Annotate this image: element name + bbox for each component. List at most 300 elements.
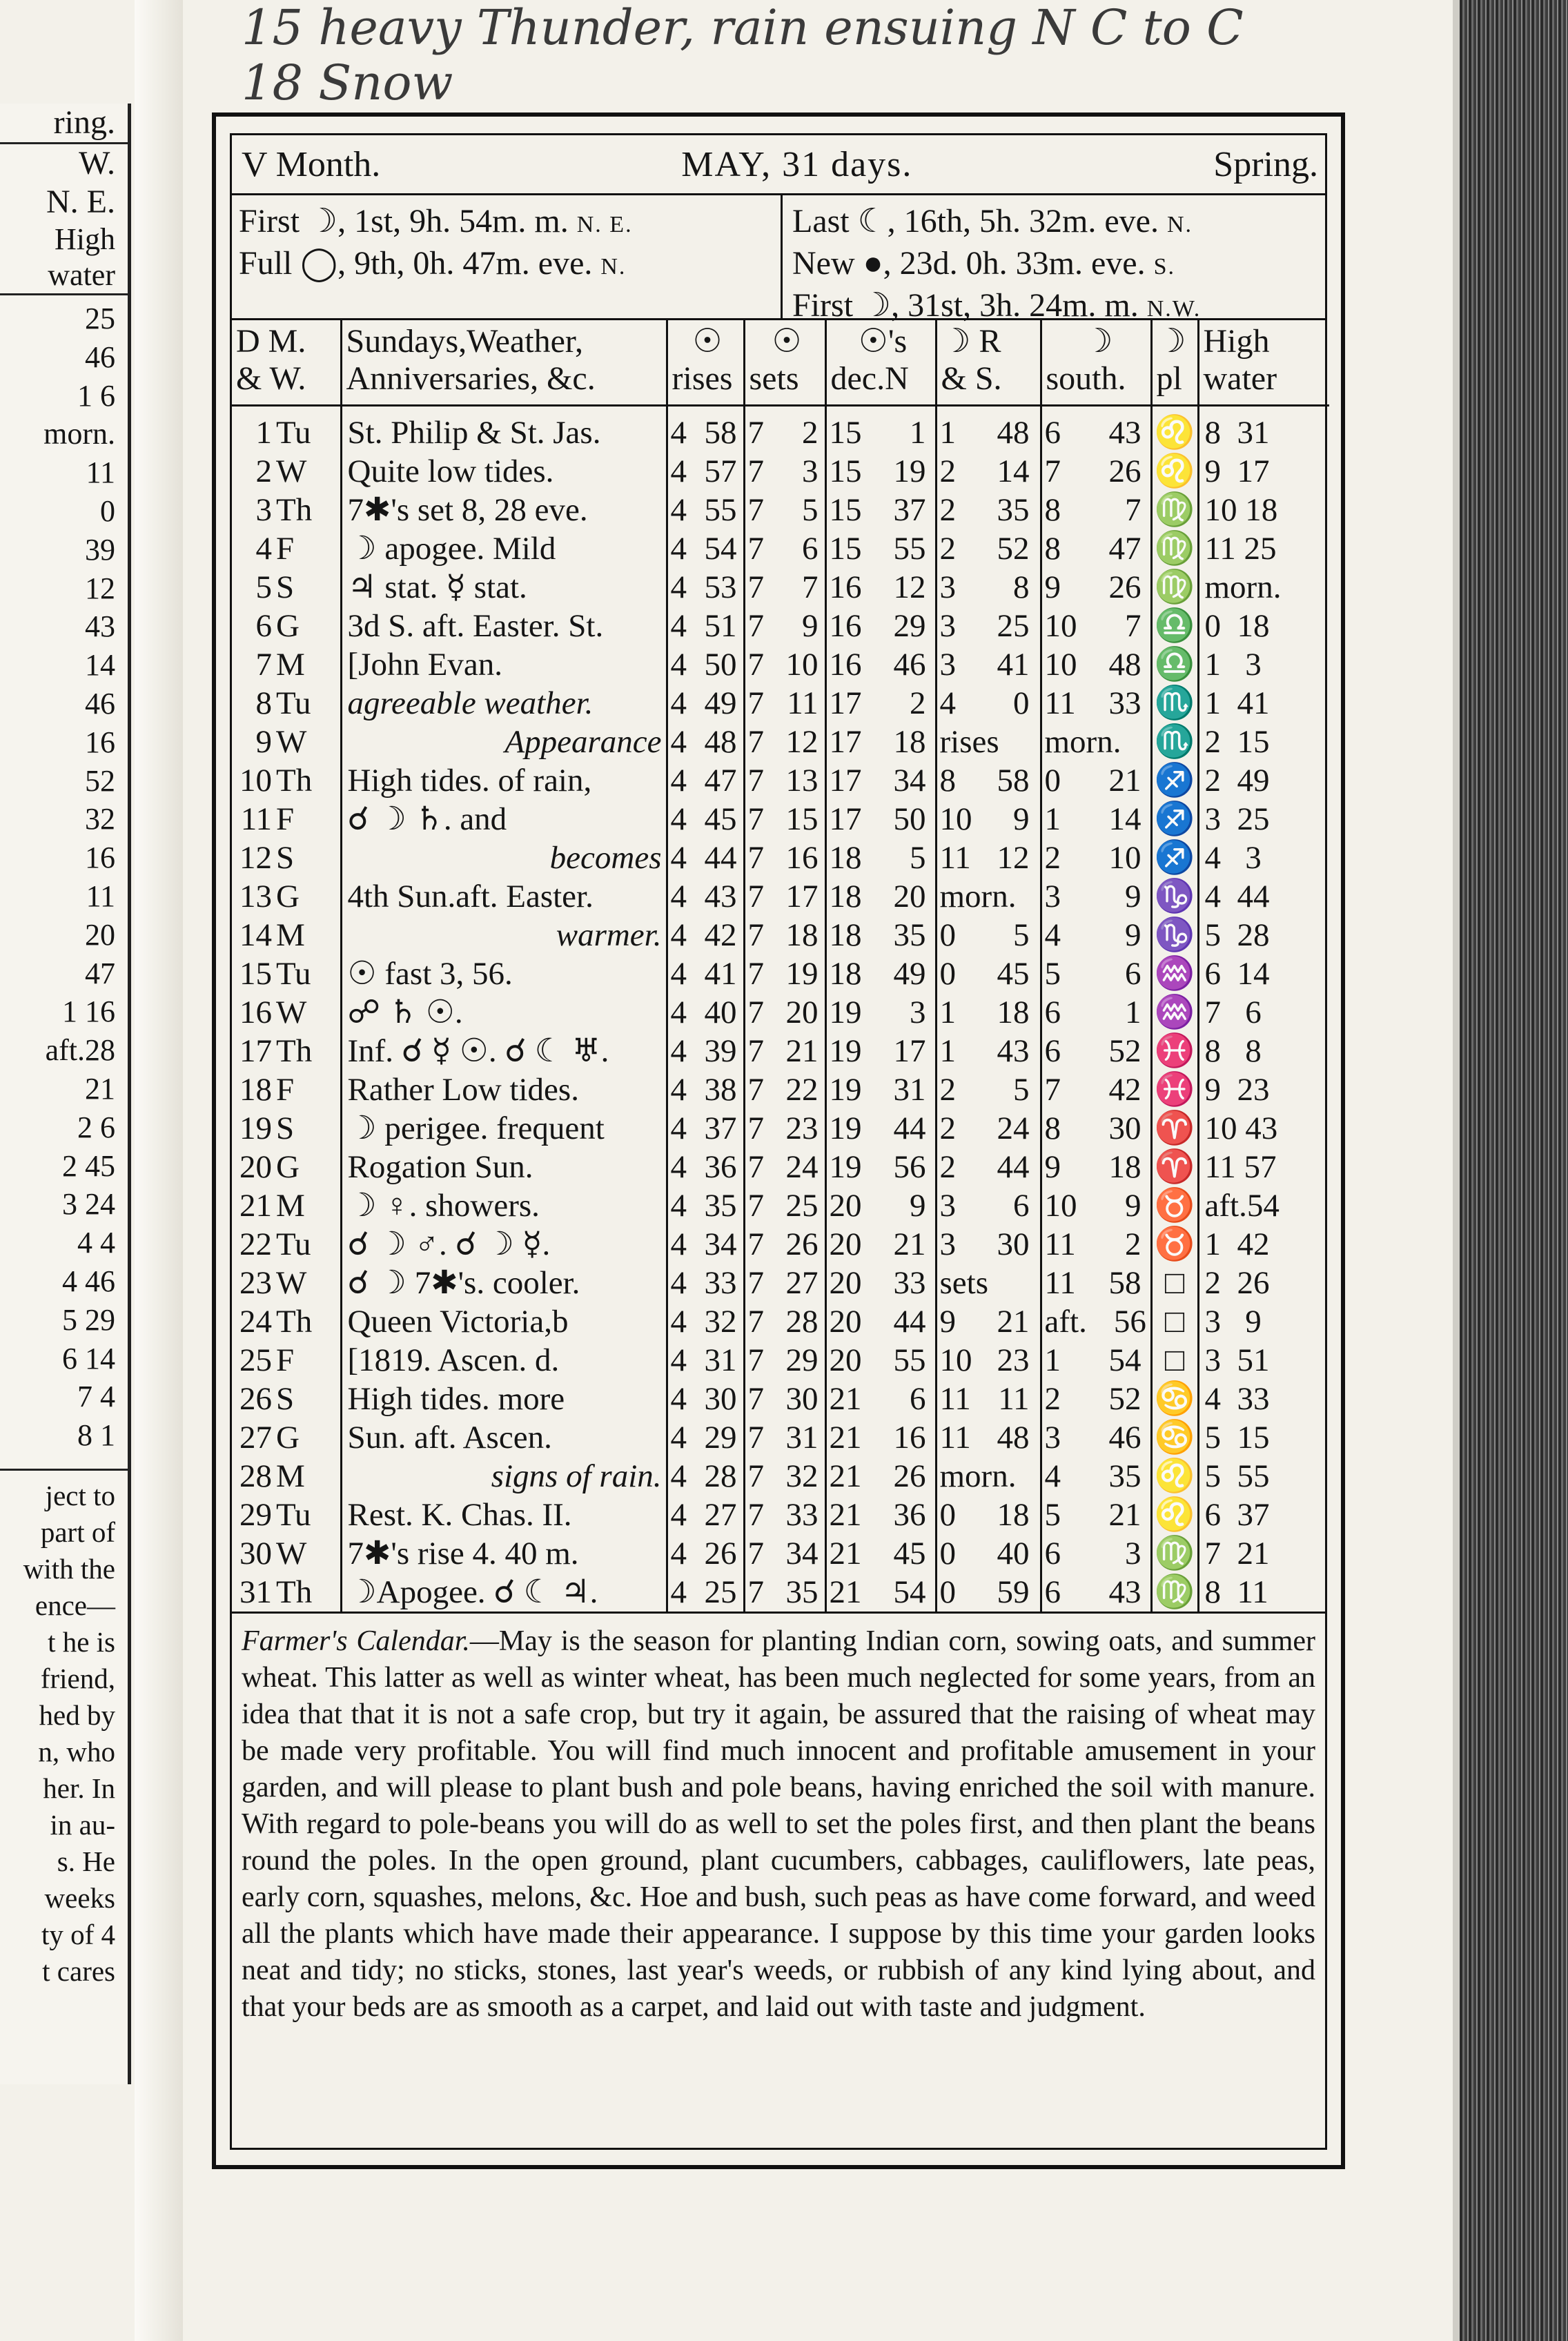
table-row [232, 1186, 1329, 1225]
moon-rise-set-cell: 3 6 [936, 1186, 1041, 1225]
high-water-cell: 5 15 [1204, 1420, 1270, 1456]
sun-sets-cell: 7 2 [744, 406, 825, 453]
declination-cell: 20 44 [825, 1302, 936, 1341]
moon-rise-set-cell: rises [936, 723, 1041, 761]
event-cell: High tides. more [341, 1380, 667, 1418]
declination-cell: 18 35 [825, 916, 936, 954]
high-water-cell: 7 21 [1204, 1536, 1270, 1571]
handwritten-annotation [242, 0, 1456, 110]
moon-rise-set-cell: 1 48 [936, 406, 1041, 453]
moon-south-cell: 8 7 [1041, 491, 1151, 529]
col-head-high-water: High water [1198, 320, 1329, 406]
sun-rises-cell: 4 49 [667, 684, 744, 723]
event-cell: warmer. [341, 916, 667, 954]
high-water-cell: 5 55 [1204, 1458, 1270, 1494]
day-cell: 10 Th [232, 761, 341, 800]
table-row [232, 761, 1329, 800]
sun-rises-cell: 4 58 [667, 406, 744, 453]
moon-south-cell: 1 54 [1041, 1341, 1151, 1380]
declination-cell: 20 55 [825, 1341, 936, 1380]
facing-text-line: ty of 4 [41, 1918, 115, 1950]
moon-rise-set-cell: sets [936, 1264, 1041, 1302]
almanac-page-frame [212, 112, 1345, 2169]
moon-south-cell: 7 42 [1041, 1070, 1151, 1109]
sun-sets-cell: 7 9 [744, 607, 825, 645]
sun-sets-cell: 7 13 [744, 761, 825, 800]
facing-text-line: t cares [42, 1955, 115, 1987]
high-water-cell: 10 18 [1204, 492, 1278, 528]
sun-sets-cell: 7 35 [744, 1573, 825, 1612]
moon-place-cell: ♐ [1151, 761, 1198, 800]
moon-rise-set-cell: 0 45 [936, 954, 1041, 993]
table-row [232, 491, 1329, 529]
event-cell: Appearance [341, 723, 667, 761]
facing-high-water-value: morn. [43, 417, 115, 451]
table-row [232, 607, 1329, 645]
sun-sets-cell: 7 30 [744, 1380, 825, 1418]
facing-high-water-value: 32 [85, 802, 115, 836]
moon-rise-set-cell: 2 44 [936, 1148, 1041, 1186]
table-row [232, 954, 1329, 993]
moon-place-cell: ♌ [1151, 452, 1198, 491]
sun-sets-cell: 7 7 [744, 568, 825, 607]
event-cell: Rogation Sun. [341, 1148, 667, 1186]
day-cell: 29 Tu [232, 1496, 341, 1534]
declination-cell: 20 9 [825, 1186, 936, 1225]
day-cell: 2 W [232, 452, 341, 491]
sun-rises-cell: 4 44 [667, 839, 744, 877]
declination-cell: 19 56 [825, 1148, 936, 1186]
moon-rise-set-cell: 3 8 [936, 568, 1041, 607]
high-water-cell: 3 9 [1204, 1304, 1262, 1340]
handwriting-line-2: 18 Snow [242, 55, 453, 111]
declination-cell: 15 55 [825, 529, 936, 568]
moon-place-cell: ♏ [1151, 684, 1198, 723]
day-cell: 12 S [232, 839, 341, 877]
moon-rise-set-cell: 11 11 [936, 1380, 1041, 1418]
facing-high-water-value: 25 [85, 302, 115, 335]
sun-rises-cell: 4 29 [667, 1418, 744, 1457]
high-water-cell: 8 11 [1204, 1574, 1268, 1610]
event-cell: ☌ ☽ ♂. ☌ ☽ ☿. [341, 1225, 667, 1264]
facing-high-water-value: 0 [100, 493, 115, 528]
table-row [232, 1109, 1329, 1148]
high-water-cell: 7 6 [1204, 995, 1262, 1030]
sun-sets-cell: 7 15 [744, 800, 825, 839]
facing-text-line: ence— [35, 1589, 115, 1621]
declination-cell: 19 31 [825, 1070, 936, 1109]
moon-south-cell: 5 6 [1041, 954, 1151, 993]
facing-text-line: s. He [57, 1845, 115, 1877]
declination-cell: 21 26 [825, 1457, 936, 1496]
day-cell: 14 M [232, 916, 341, 954]
table-row [232, 800, 1329, 839]
moon-south-cell: 8 47 [1041, 529, 1151, 568]
sun-sets-cell: 7 31 [744, 1418, 825, 1457]
declination-cell: 17 34 [825, 761, 936, 800]
sun-rises-cell: 4 43 [667, 877, 744, 916]
col-head-moon-place: ☽ pl [1151, 320, 1198, 406]
moon-place-cell: ♍ [1151, 529, 1198, 568]
sun-sets-cell: 7 26 [744, 1225, 825, 1264]
moon-south-cell: 10 7 [1041, 607, 1151, 645]
declination-cell: 19 17 [825, 1032, 936, 1070]
facing-high-water-value: 5 29 [62, 1302, 115, 1337]
sun-sets-cell: 7 23 [744, 1109, 825, 1148]
event-cell: 3d S. aft. Easter. St. [341, 607, 667, 645]
day-cell: 28 M [232, 1457, 341, 1496]
sun-rises-cell: 4 53 [667, 568, 744, 607]
moon-phase-new: New ●, 23d. 0h. 33m. eve. S. [792, 245, 1175, 282]
moon-place-cell: □ [1151, 1341, 1198, 1380]
event-cell: ♃ stat. ☿ stat. [341, 568, 667, 607]
moon-south-cell: 0 21 [1041, 761, 1151, 800]
sun-sets-cell: 7 22 [744, 1070, 825, 1109]
handwriting-line-1: 15 heavy Thunder, rain ensuing N C to C [242, 0, 1244, 56]
table-row [232, 1148, 1329, 1186]
moon-place-cell: ♒ [1151, 954, 1198, 993]
sun-rises-cell: 4 37 [667, 1109, 744, 1148]
day-cell: 9 W [232, 723, 341, 761]
event-cell: ☍ ♄ ☉. [341, 993, 667, 1032]
high-water-cell: 8 31 [1204, 415, 1270, 451]
moon-rise-set-cell: 0 5 [936, 916, 1041, 954]
facing-high-water-value: 1 16 [62, 995, 115, 1029]
moon-rise-set-cell: 2 35 [936, 491, 1041, 529]
page-gutter [135, 0, 183, 2341]
sun-rises-cell: 4 45 [667, 800, 744, 839]
event-cell: becomes [341, 839, 667, 877]
sun-sets-cell: 7 18 [744, 916, 825, 954]
table-row [232, 1225, 1329, 1264]
facing-high-water-value: 1 6 [77, 378, 115, 413]
moon-rise-set-cell: 2 24 [936, 1109, 1041, 1148]
table-row [232, 1070, 1329, 1109]
sun-sets-cell: 7 24 [744, 1148, 825, 1186]
facing-text-line: her. In [43, 1772, 115, 1804]
sun-rises-cell: 4 35 [667, 1186, 744, 1225]
day-cell: 17 Th [232, 1032, 341, 1070]
table-row [232, 916, 1329, 954]
moon-rise-set-cell: 11 12 [936, 839, 1041, 877]
day-cell: 18 F [232, 1070, 341, 1109]
col-head-sun-rises: ☉ rises [667, 320, 744, 406]
facing-high-water-value: 47 [85, 956, 115, 990]
sun-sets-cell: 7 17 [744, 877, 825, 916]
moon-place-cell: ♉ [1151, 1186, 1198, 1225]
facing-text-line: friend, [40, 1662, 115, 1694]
facing-high-water-value: 4 4 [77, 1226, 115, 1260]
moon-south-cell: 11 58 [1041, 1264, 1151, 1302]
moon-rise-set-cell: 1 43 [936, 1032, 1041, 1070]
facing-page [0, 104, 131, 2084]
high-water-cell: 1 3 [1204, 647, 1262, 683]
sun-rises-cell: 4 34 [667, 1225, 744, 1264]
event-cell: [John Evan. [341, 645, 667, 684]
moon-phase-first-quarter-2: First ☽, 31st, 3h. 24m. m. N.W. [792, 287, 1202, 324]
table-row [232, 1573, 1329, 1612]
moon-south-cell: morn. [1041, 723, 1151, 761]
moon-place-cell: ♈ [1151, 1109, 1198, 1148]
facing-high-water-value: 3 24 [62, 1187, 115, 1222]
declination-cell: 20 33 [825, 1264, 936, 1302]
declination-cell: 19 3 [825, 993, 936, 1032]
facing-text-line: ject to [45, 1479, 115, 1511]
table-row [232, 568, 1329, 607]
high-water-cell: 0 18 [1204, 608, 1270, 644]
facing-text-line: t he is [48, 1625, 115, 1658]
sun-sets-cell: 7 34 [744, 1534, 825, 1573]
facing-text-line: n, who [38, 1735, 115, 1767]
sun-sets-cell: 7 20 [744, 993, 825, 1032]
facing-high-water-value: 2 45 [62, 1148, 115, 1183]
facing-high-water-value: 2 6 [77, 1110, 115, 1144]
sun-sets-cell: 7 11 [744, 684, 825, 723]
month-header [232, 135, 1325, 195]
moon-south-cell: 6 52 [1041, 1032, 1151, 1070]
sun-sets-cell: 7 27 [744, 1264, 825, 1302]
facing-col-head-2: water [0, 257, 128, 295]
declination-cell: 16 46 [825, 645, 936, 684]
sun-rises-cell: 4 40 [667, 993, 744, 1032]
high-water-cell: 4 3 [1204, 840, 1262, 876]
moon-rise-set-cell: 3 25 [936, 607, 1041, 645]
moon-rise-set-cell: 2 5 [936, 1070, 1041, 1109]
moon-south-cell: 6 43 [1041, 1573, 1151, 1612]
table-row [232, 1418, 1329, 1457]
event-cell: ☽ apogee. Mild [341, 529, 667, 568]
moon-place-cell: ♎ [1151, 607, 1198, 645]
moon-place-cell: ♈ [1151, 1148, 1198, 1186]
day-cell: 24 Th [232, 1302, 341, 1341]
declination-cell: 17 18 [825, 723, 936, 761]
table-row [232, 1534, 1329, 1573]
day-cell: 19 S [232, 1109, 341, 1148]
facing-high-water-value: 11 [86, 879, 115, 913]
sun-rises-cell: 4 39 [667, 1032, 744, 1070]
table-row [232, 877, 1329, 916]
sun-rises-cell: 4 41 [667, 954, 744, 993]
day-cell: 31 Th [232, 1573, 341, 1612]
moon-south-cell: 6 1 [1041, 993, 1151, 1032]
sun-rises-cell: 4 32 [667, 1302, 744, 1341]
moon-rise-set-cell: 8 58 [936, 761, 1041, 800]
moon-place-cell: ♌ [1151, 1496, 1198, 1534]
sun-rises-cell: 4 38 [667, 1070, 744, 1109]
high-water-cell: morn. [1204, 569, 1282, 605]
high-water-cell: 9 17 [1204, 453, 1270, 489]
moon-south-cell: 8 30 [1041, 1109, 1151, 1148]
moon-south-cell: 2 52 [1041, 1380, 1151, 1418]
moon-rise-set-cell: morn. [936, 877, 1041, 916]
almanac-page [230, 133, 1327, 2150]
moon-rise-set-cell: 2 52 [936, 529, 1041, 568]
sun-rises-cell: 4 30 [667, 1380, 744, 1418]
event-cell: Quite low tides. [341, 452, 667, 491]
event-cell: Queen Victoria,b [341, 1302, 667, 1341]
sun-rises-cell: 4 48 [667, 723, 744, 761]
page-stack-edge [1460, 0, 1568, 2341]
sun-sets-cell: 7 6 [744, 529, 825, 568]
table-row [232, 1341, 1329, 1380]
almanac-rows [232, 406, 1329, 1612]
moon-south-cell: 4 35 [1041, 1457, 1151, 1496]
col-head-declination: ☉'s dec.N [825, 320, 936, 406]
declination-cell: 21 6 [825, 1380, 936, 1418]
high-water-cell: 10 43 [1204, 1110, 1278, 1146]
event-cell: Rest. K. Chas. II. [341, 1496, 667, 1534]
moon-place-cell: ♍ [1151, 491, 1198, 529]
moon-rise-set-cell: 0 40 [936, 1534, 1041, 1573]
declination-cell: 18 49 [825, 954, 936, 993]
high-water-cell: aft.54 [1204, 1188, 1280, 1224]
event-cell: ☌ ☽ ♄. and [341, 800, 667, 839]
high-water-cell: 4 33 [1204, 1381, 1270, 1417]
event-cell: signs of rain. [341, 1457, 667, 1496]
day-cell: 27 G [232, 1418, 341, 1457]
high-water-cell: 6 37 [1204, 1497, 1270, 1533]
facing-high-water-value: 16 [85, 725, 115, 759]
month-number: V Month. [242, 144, 381, 184]
season-label: Spring. [1213, 144, 1318, 184]
facing-high-water-value: aft.28 [45, 1033, 115, 1068]
table-row [232, 1032, 1329, 1070]
facing-high-water-value: 46 [85, 686, 115, 721]
moon-rise-set-cell: 2 14 [936, 452, 1041, 491]
sun-rises-cell: 4 50 [667, 645, 744, 684]
high-water-cell: 6 14 [1204, 956, 1270, 992]
day-cell: 25 F [232, 1341, 341, 1380]
table-row [232, 1264, 1329, 1302]
sun-rises-cell: 4 31 [667, 1341, 744, 1380]
event-cell: Sun. aft. Ascen. [341, 1418, 667, 1457]
moon-place-cell: ♏ [1151, 723, 1198, 761]
day-cell: 11 F [232, 800, 341, 839]
sun-sets-cell: 7 33 [744, 1496, 825, 1534]
table-row [232, 684, 1329, 723]
sun-rises-cell: 4 57 [667, 452, 744, 491]
facing-high-water-value: 6 14 [62, 1341, 115, 1375]
day-cell: 7 M [232, 645, 341, 684]
facing-high-water-value: 21 [85, 1071, 115, 1106]
sun-rises-cell: 4 33 [667, 1264, 744, 1302]
moon-south-cell: aft. 56 [1041, 1302, 1151, 1341]
moon-phases-right [783, 195, 1202, 324]
moon-south-cell: 1 14 [1041, 800, 1151, 839]
sun-rises-cell: 4 25 [667, 1573, 744, 1612]
event-cell: St. Philip & St. Jas. [341, 406, 667, 453]
facing-high-water-value: 11 [86, 456, 115, 490]
moon-place-cell: ♌ [1151, 1457, 1198, 1496]
moon-place-cell: ♍ [1151, 1534, 1198, 1573]
table-header-row [232, 320, 1329, 406]
moon-place-cell: ♐ [1151, 839, 1198, 877]
facing-text-line: in au- [50, 1808, 115, 1841]
moon-south-cell: 11 2 [1041, 1225, 1151, 1264]
declination-cell: 15 19 [825, 452, 936, 491]
facing-text-line: part of [40, 1516, 115, 1548]
declination-cell: 17 2 [825, 684, 936, 723]
day-cell: 1 Tu [232, 406, 341, 453]
declination-cell: 15 37 [825, 491, 936, 529]
table-row [232, 993, 1329, 1032]
sun-sets-cell: 7 16 [744, 839, 825, 877]
moon-south-cell: 5 21 [1041, 1496, 1151, 1534]
facing-farmer-text [0, 1469, 128, 1990]
declination-cell: 19 44 [825, 1109, 936, 1148]
moon-rise-set-cell: 3 30 [936, 1225, 1041, 1264]
sun-rises-cell: 4 27 [667, 1496, 744, 1534]
event-cell: 7✱'s set 8, 28 eve. [341, 491, 667, 529]
moon-place-cell: ♑ [1151, 877, 1198, 916]
facing-high-water-value: 39 [85, 532, 115, 567]
sun-rises-cell: 4 36 [667, 1148, 744, 1186]
day-cell: 30 W [232, 1534, 341, 1573]
moon-phases-left [232, 195, 783, 318]
moon-south-cell: 11 33 [1041, 684, 1151, 723]
facing-high-water-value: 14 [85, 648, 115, 683]
sun-sets-cell: 7 21 [744, 1032, 825, 1070]
facing-high-water-value: 7 4 [77, 1380, 115, 1414]
day-cell: 21 M [232, 1186, 341, 1225]
day-cell: 13 G [232, 877, 341, 916]
moon-rise-set-cell: 3 41 [936, 645, 1041, 684]
moon-rise-set-cell: 10 23 [936, 1341, 1041, 1380]
moon-south-cell: 3 46 [1041, 1418, 1151, 1457]
day-cell: 5 S [232, 568, 341, 607]
moon-phase-last-quarter: Last ☾, 16th, 5h. 32m. eve. N. [792, 203, 1193, 239]
day-cell: 26 S [232, 1380, 341, 1418]
farmers-calendar [232, 1612, 1325, 2026]
declination-cell: 16 29 [825, 607, 936, 645]
declination-cell: 17 50 [825, 800, 936, 839]
sun-sets-cell: 7 25 [744, 1186, 825, 1225]
event-cell: [1819. Ascen. d. [341, 1341, 667, 1380]
moon-south-cell: 9 26 [1041, 568, 1151, 607]
moon-rise-set-cell: 10 9 [936, 800, 1041, 839]
high-water-cell: 2 26 [1204, 1265, 1270, 1301]
facing-high-water-value: 8 1 [77, 1418, 115, 1453]
event-cell: 7✱'s rise 4. 40 m. [341, 1534, 667, 1573]
high-water-cell: 2 15 [1204, 724, 1270, 760]
facing-high-water-value: 12 [85, 571, 115, 605]
moon-place-cell: ♋ [1151, 1418, 1198, 1457]
table-row [232, 839, 1329, 877]
high-water-cell: 2 49 [1204, 763, 1270, 799]
farmers-calendar-text: —May is the season for planting Indian corn, sowing oats, and summer wheat. This latter as well as winter wheat, has been much neglected for some years, from an idea that that it is not a safe crop, but try it again, be assured that the raising of wheat may be made very profitable. You will find much innocent and profitable amusement in your garden, and will please to plant bush and pole beans, having enriched the soil with manure. With regard to pole-beans you will do as well to set the poles first, and then plant the beans round the poles. In the open ground, plant cucumbers, cabbages, cauliflowers, late peas, early corn, squashes, melons, &c. Hoe and bush, such peas as have come forward, and weed all the plants which have made their appearance. I suppose by this time your garden looks neat and tidy; no sticks, stones, last year's weeds, or rubbish of any kind lying about, and that your beds are as smooth as a carpet, and laid out with taste and judgment. [242, 1625, 1315, 2023]
facing-col-head-1: High [55, 222, 115, 256]
facing-text-line: weeks [44, 1881, 115, 1914]
facing-head-w: W. [79, 145, 115, 182]
facing-text-line: with the [23, 1552, 115, 1585]
event-cell: ☉ fast 3, 56. [341, 954, 667, 993]
moon-south-cell: 9 18 [1041, 1148, 1151, 1186]
col-head-moon-south: ☽ south. [1041, 320, 1151, 406]
day-cell: 3 Th [232, 491, 341, 529]
moon-rise-set-cell: morn. [936, 1457, 1041, 1496]
sun-rises-cell: 4 55 [667, 491, 744, 529]
sun-sets-cell: 7 10 [744, 645, 825, 684]
declination-cell: 15 1 [825, 406, 936, 453]
month-title: MAY, 31 days. [681, 144, 913, 184]
sun-sets-cell: 7 5 [744, 491, 825, 529]
moon-phase-full: Full ◯, 9th, 0h. 47m. eve. N. [239, 245, 627, 282]
high-water-cell: 11 25 [1204, 531, 1277, 567]
moon-place-cell: ♓ [1151, 1070, 1198, 1109]
high-water-cell: 3 25 [1204, 801, 1270, 837]
moon-rise-set-cell: 11 48 [936, 1418, 1041, 1457]
moon-place-cell: ♍ [1151, 1573, 1198, 1612]
